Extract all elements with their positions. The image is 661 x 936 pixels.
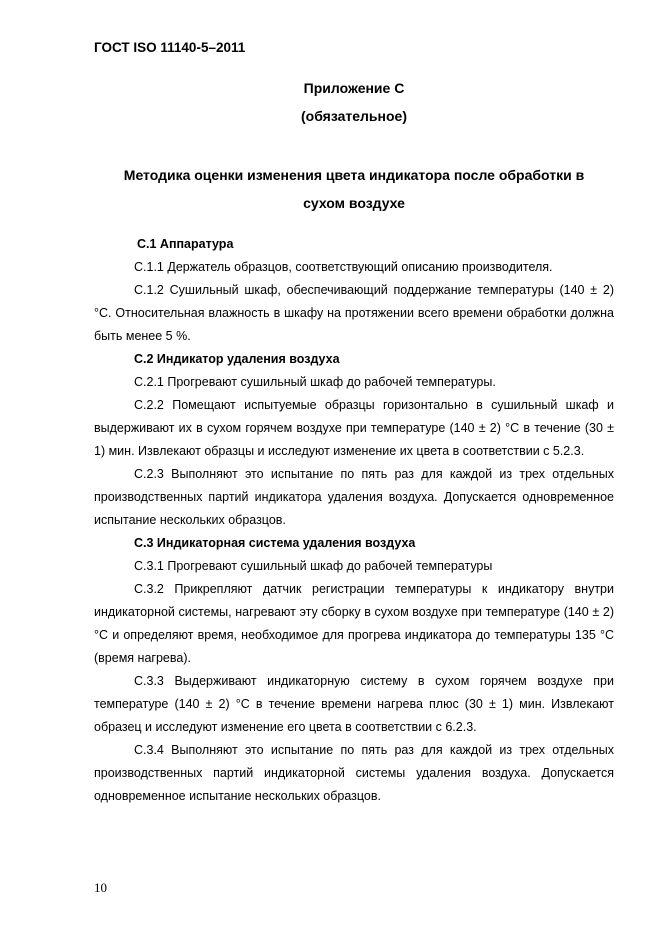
method-title-line1: Методика оценки изменения цвета индикатора после обработки в — [123, 167, 585, 183]
paragraph-c2-3: С.2.3 Выполняют это испытание по пять раз для каждой из трех отдельных производственных партий индикатора удаления воздуха. Допускается одновременное испытание нескольких образцов. — [94, 467, 614, 527]
section-heading-c1: С.1 Аппаратура — [137, 237, 234, 251]
annex-title: Приложение С — [303, 80, 405, 96]
section-heading-c2: С.2 Индикатор удаления воздуха — [134, 352, 340, 366]
paragraph-c3-1: С.3.1 Прогревают сушильный шкаф до рабочей температуры — [134, 559, 493, 573]
paragraph-c3-4: С.3.4 Выполняют это испытание по пять раз для каждой из трех отдельных производственных партий индикаторной системы удаления воздуха. Допускается одновременное испытание нескольких образцов. — [94, 743, 614, 803]
paragraph-c3-3: С.3.3 Выдерживают индикаторную систему в сухом горячем воздухе при температуре (140 ± 2) °С в течение времени нагрева плюс (30 ± 1) мин. Извлекают образец и исследуют изменение его цвета в соответствии с 6.2.3. — [94, 674, 614, 734]
method-title — [94, 161, 614, 217]
paragraph-c2-1: С.2.1 Прогревают сушильный шкаф до рабочей температуры. — [134, 375, 496, 389]
section-heading-c3: С.3 Индикаторная система удаления воздуха — [134, 536, 416, 550]
annex-status: (обязательное) — [300, 108, 407, 124]
page-number: 10 — [94, 880, 107, 895]
paragraph-c2-2: С.2.2 Помещают испытуемые образцы горизонтально в сушильный шкаф и выдерживают их в сухом горячем воздухе при температуре (140 ± 2) °С в течение (30 ± 1) мин. Извлекают образцы и исследуют изменение их цвета в соответствии с 5.2.3. — [94, 398, 614, 458]
paragraph-c1-2: С.1.2 Сушильный шкаф, обеспечивающий поддержание температуры (140 ± 2) °С. Относительная влажность в шкафу на протяжении всего времени обработки должна быть менее 5 %. — [94, 283, 614, 343]
document-code: ГОСТ ISO 11140-5–2011 — [94, 40, 246, 55]
method-title-line2: сухом воздухе — [303, 195, 405, 211]
paragraph-c1-1: С.1.1 Держатель образцов, соответствующий описанию производителя. — [134, 260, 553, 274]
paragraph-c3-2: С.3.2 Прикрепляют датчик регистрации температуры к индикатору внутри индикаторной системы, нагревают эту сборку в сухом воздухе при температуре (140 ± 2) °С и определяют время, необходимое для прогрева индикатора до температуры 135 °С (время нагрева). — [94, 582, 614, 665]
annex-body — [94, 233, 614, 808]
